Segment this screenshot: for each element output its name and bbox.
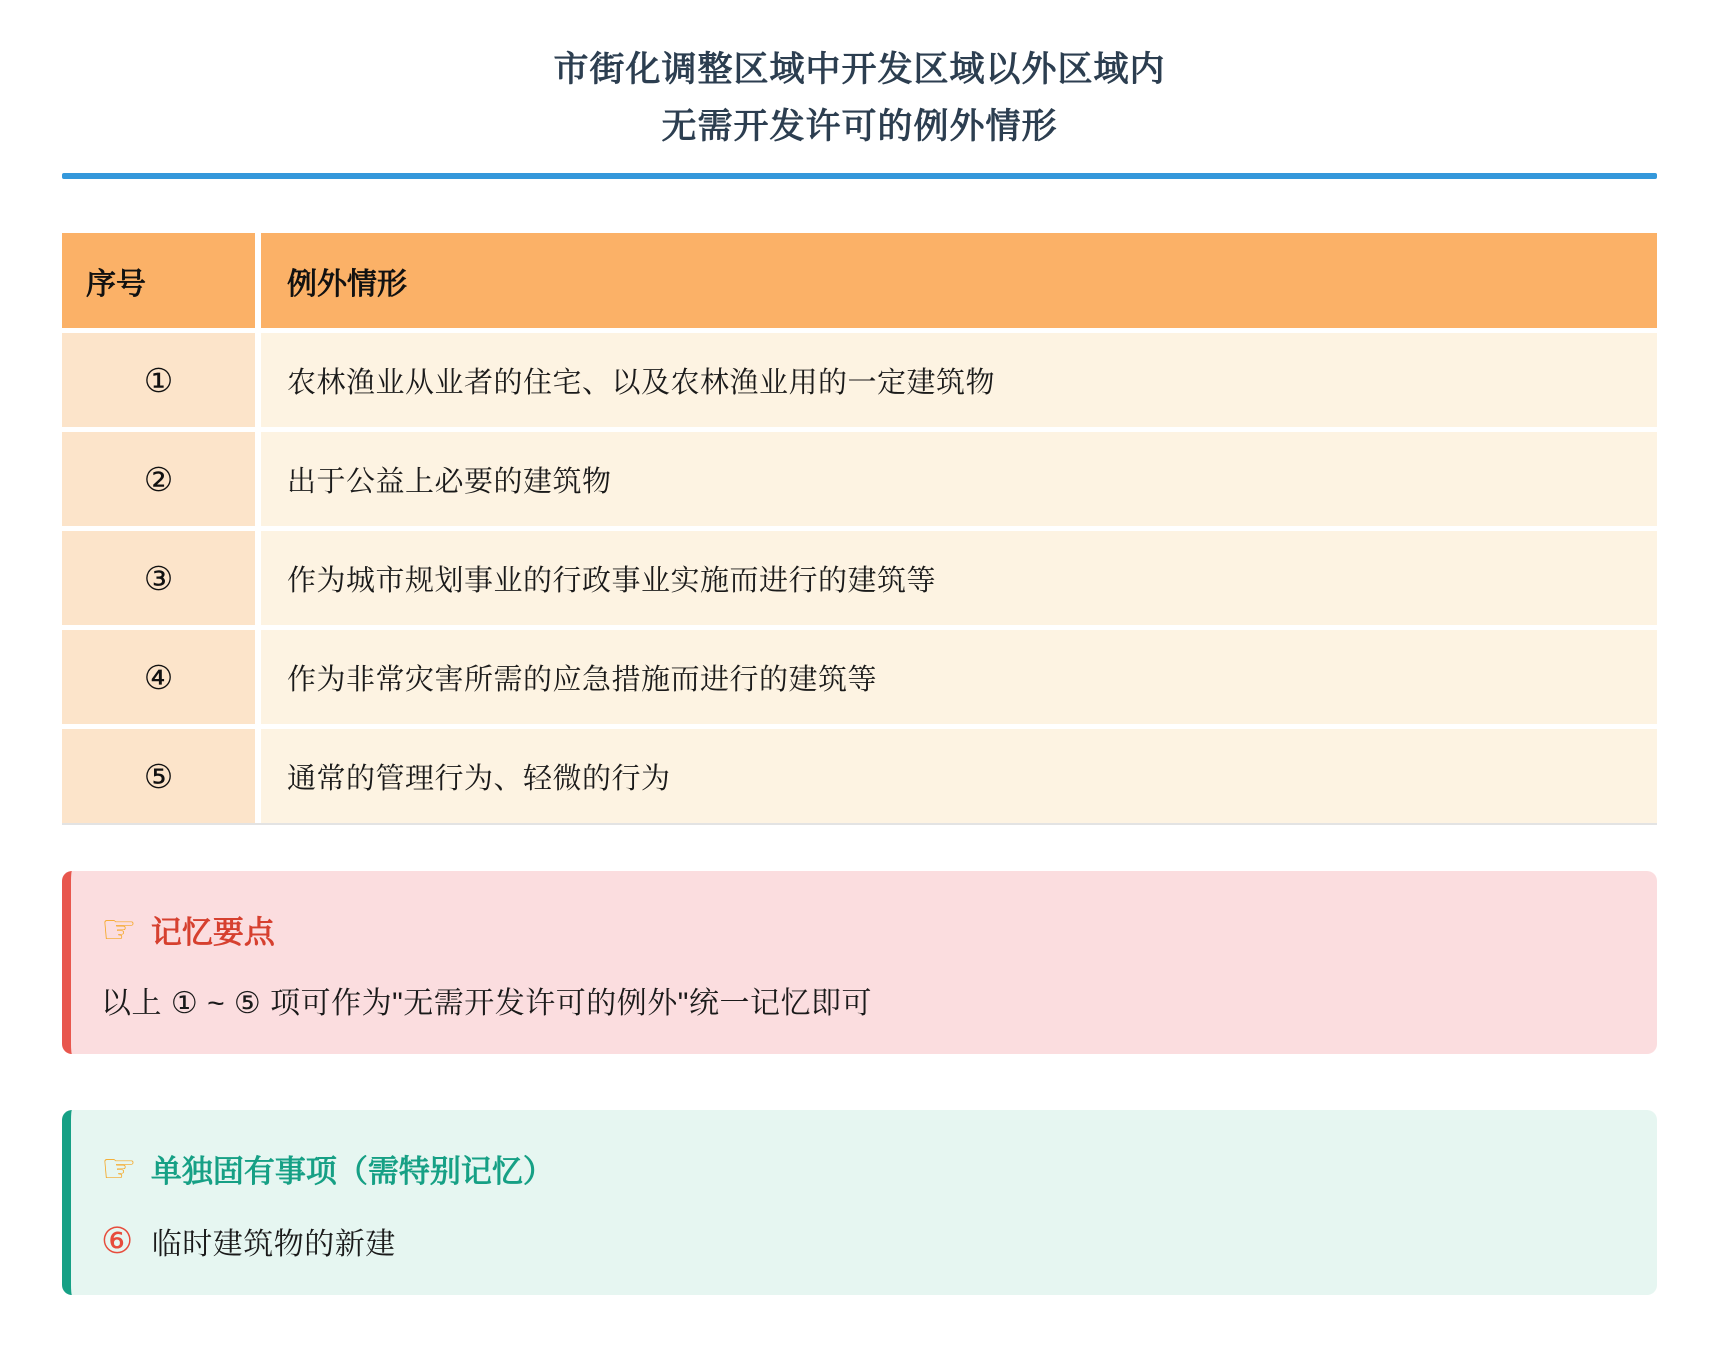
exceptions-table	[62, 233, 1657, 823]
table-header-num: 序号	[62, 233, 255, 328]
row-number-badge: ③	[62, 531, 255, 625]
page-title-line1: 市街化调整区域中开发区域以外区域内	[553, 50, 1166, 89]
row-text: 农林渔业从业者的住宅、以及农林渔业用的一定建筑物	[261, 333, 1657, 427]
row-text: 出于公益上必要的建筑物	[261, 432, 1657, 526]
special-callout	[62, 1110, 1657, 1295]
row-text: 作为城市规划事业的行政事业实施而进行的建筑等	[261, 531, 1657, 625]
title-divider	[62, 173, 1657, 179]
row-text: 作为非常灾害所需的应急措施而进行的建筑等	[261, 630, 1657, 724]
special-heading-label: 单独固有事项（需特别记忆）	[150, 1154, 554, 1190]
row-text: 通常的管理行为、轻微的行为	[261, 729, 1657, 823]
row-number-badge: ①	[62, 333, 255, 427]
memo-heading-label: 记忆要点	[150, 915, 275, 951]
red-circled-number: ⑥	[101, 1220, 134, 1262]
pointing-hand-icon: ☞	[101, 907, 137, 952]
memo-body: 以上 ① ~ ⑤ 项可作为"无需开发许可的例外"统一记忆即可	[101, 987, 872, 1021]
row-number-badge: ⑤	[62, 729, 255, 823]
special-heading	[101, 1146, 1615, 1191]
special-item	[101, 1219, 1615, 1263]
table-header-desc: 例外情形	[261, 233, 1657, 328]
memo-heading	[101, 907, 1615, 952]
row-number-badge: ④	[62, 630, 255, 724]
page-title	[62, 42, 1657, 155]
page-title-line2: 无需开发许可的例外情形	[661, 106, 1058, 146]
special-item-text: 临时建筑物的新建	[151, 1228, 396, 1262]
pointing-hand-icon: ☞	[101, 1146, 137, 1191]
row-number-badge: ②	[62, 432, 255, 526]
memo-callout	[62, 871, 1657, 1054]
